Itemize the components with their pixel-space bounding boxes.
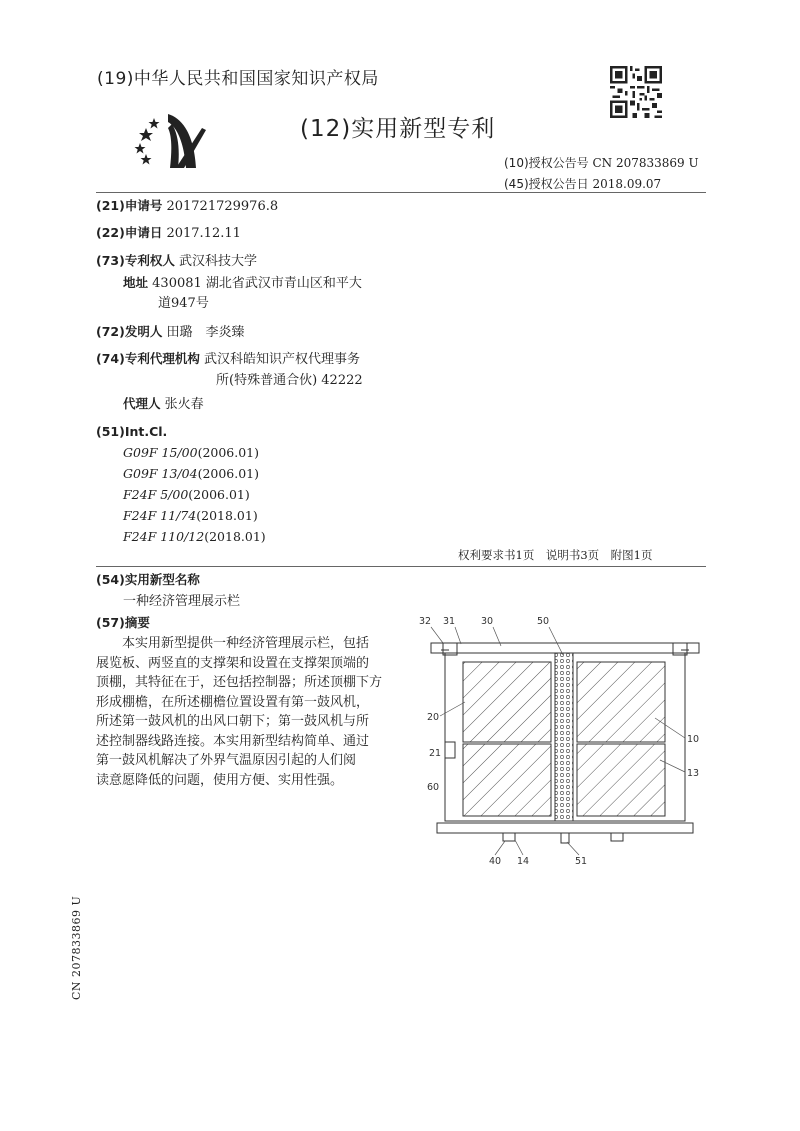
classification-version: (2006.01): [188, 487, 250, 502]
document-type: (12)实用新型专利: [300, 116, 496, 142]
abstract-line: 述控制器线路连接。本实用新型结构简单、通过: [96, 733, 370, 749]
classification-code: F24F 110/12: [123, 529, 205, 544]
qr-code-icon: [610, 66, 662, 118]
figure-label: 40: [489, 856, 502, 867]
address-line-1: 430081 湖北省武汉市青山区和平大: [152, 276, 362, 291]
application-number-row: [96, 197, 278, 217]
classification-item: [123, 466, 259, 481]
figure-label: 51: [575, 856, 588, 867]
application-number-label: (21)申请号: [96, 198, 163, 213]
figure-label: 21: [429, 748, 442, 759]
abstract-label-text: (57)摘要: [96, 615, 150, 630]
title-label: [96, 571, 200, 591]
abstract-line: 读意愿降低的问题，使用方便、实用性强。: [96, 772, 344, 788]
address-row: [123, 274, 362, 294]
classification-version: (2006.01): [197, 445, 260, 460]
inventor-row: [96, 323, 244, 343]
publication-date-row: [504, 175, 661, 192]
figure-label: 60: [427, 782, 440, 793]
figure-label: 14: [517, 856, 530, 867]
classification-version: (2018.01): [204, 529, 266, 544]
figure-label: 20: [427, 712, 440, 723]
abstract-line: 形成棚檐，在所述棚檐位置设置有第一鼓风机，: [96, 694, 370, 710]
section-divider: [96, 566, 706, 567]
agent-row: [123, 395, 204, 415]
abstract-line: 第一鼓风机解决了外界气温原因引起的人们阅: [96, 753, 357, 768]
agency-line-2: 所(特殊普通合伙) 42222: [216, 373, 363, 388]
application-date-row: [96, 224, 241, 244]
classification-item: [123, 529, 266, 544]
classification-code: F24F 11/74: [123, 508, 197, 523]
figure-label: 30: [481, 616, 494, 627]
publication-number-row: [504, 154, 699, 171]
publication-date-label: (45)授权公告日: [504, 177, 589, 191]
abstract-line: 顶棚，其特征在于，还包括控制器；所述顶棚下方: [96, 675, 383, 690]
address-label: 地址: [123, 275, 149, 290]
abstract-figure: [415, 610, 715, 880]
office-name: (19)中华人民共和国国家知识产权局: [97, 69, 379, 89]
classification-item: [123, 445, 259, 460]
application-date-label: (22)申请日: [96, 225, 163, 240]
application-number-value: 201721729976.8: [166, 199, 279, 214]
roof-canopy: [431, 643, 699, 653]
classification-code: G09F 15/00: [123, 445, 198, 460]
utility-model-title: 一种经济管理展示栏: [123, 594, 241, 609]
agency-line-1: 武汉科皓知识产权代理事务: [203, 352, 360, 367]
controller-box: [445, 742, 455, 758]
agency-row: [96, 350, 360, 370]
figure-label: 10: [687, 734, 700, 745]
classification-item: [123, 487, 250, 502]
abstract-line: 展览板、两竖直的支撑架和设置在支撑架顶端的: [96, 655, 370, 671]
abstract-label: [96, 614, 150, 634]
intcl-label-text: (51)Int.Cl.: [96, 424, 168, 439]
patentee-row: [96, 252, 257, 272]
address-line-2: 道947号: [158, 296, 209, 311]
patentee-value: 武汉科技大学: [178, 254, 257, 269]
side-publication-number: CN 207833869 U: [70, 895, 83, 1000]
inventor-label: (72)发明人: [96, 324, 163, 339]
title-label-text: (54)实用新型名称: [96, 572, 200, 587]
application-date-value: 2017.12.11: [166, 226, 241, 241]
classification-version: (2006.01): [197, 466, 260, 481]
agency-label: (74)专利代理机构: [96, 351, 200, 366]
figure-label: 31: [443, 616, 456, 627]
header-divider: [96, 192, 706, 193]
base: [437, 823, 693, 833]
classification-code: F24F 5/00: [123, 487, 189, 502]
publication-date-value: 2018.09.07: [592, 177, 662, 191]
publication-number-value: CN 207833869 U: [592, 156, 699, 170]
agent-label: 代理人: [123, 396, 161, 411]
classification-version: (2018.01): [196, 508, 258, 523]
inventor-value: 田璐 李炎臻: [166, 325, 245, 340]
cnipa-logo: [132, 110, 212, 172]
abstract-line: 本实用新型提供一种经济管理展示栏，包括: [96, 636, 370, 651]
intcl-label: [96, 423, 167, 443]
publication-number-label: (10)授权公告号: [504, 156, 589, 170]
figure-label: 50: [537, 616, 550, 627]
figure-label: 32: [419, 616, 432, 627]
patentee-label: (73)专利权人: [96, 253, 175, 268]
classification-item: [123, 508, 258, 523]
abstract-line: 所述第一鼓风机的出风口朝下；第一鼓风机与所: [96, 714, 370, 729]
center-post: [555, 653, 573, 821]
abstract-text: [96, 634, 396, 790]
figure-label: 13: [687, 768, 700, 779]
page-count: 权利要求书1页 说明书3页 附图1页: [458, 548, 653, 562]
agent-value: 张火春: [164, 397, 204, 412]
classification-code: G09F 13/04: [123, 466, 198, 481]
